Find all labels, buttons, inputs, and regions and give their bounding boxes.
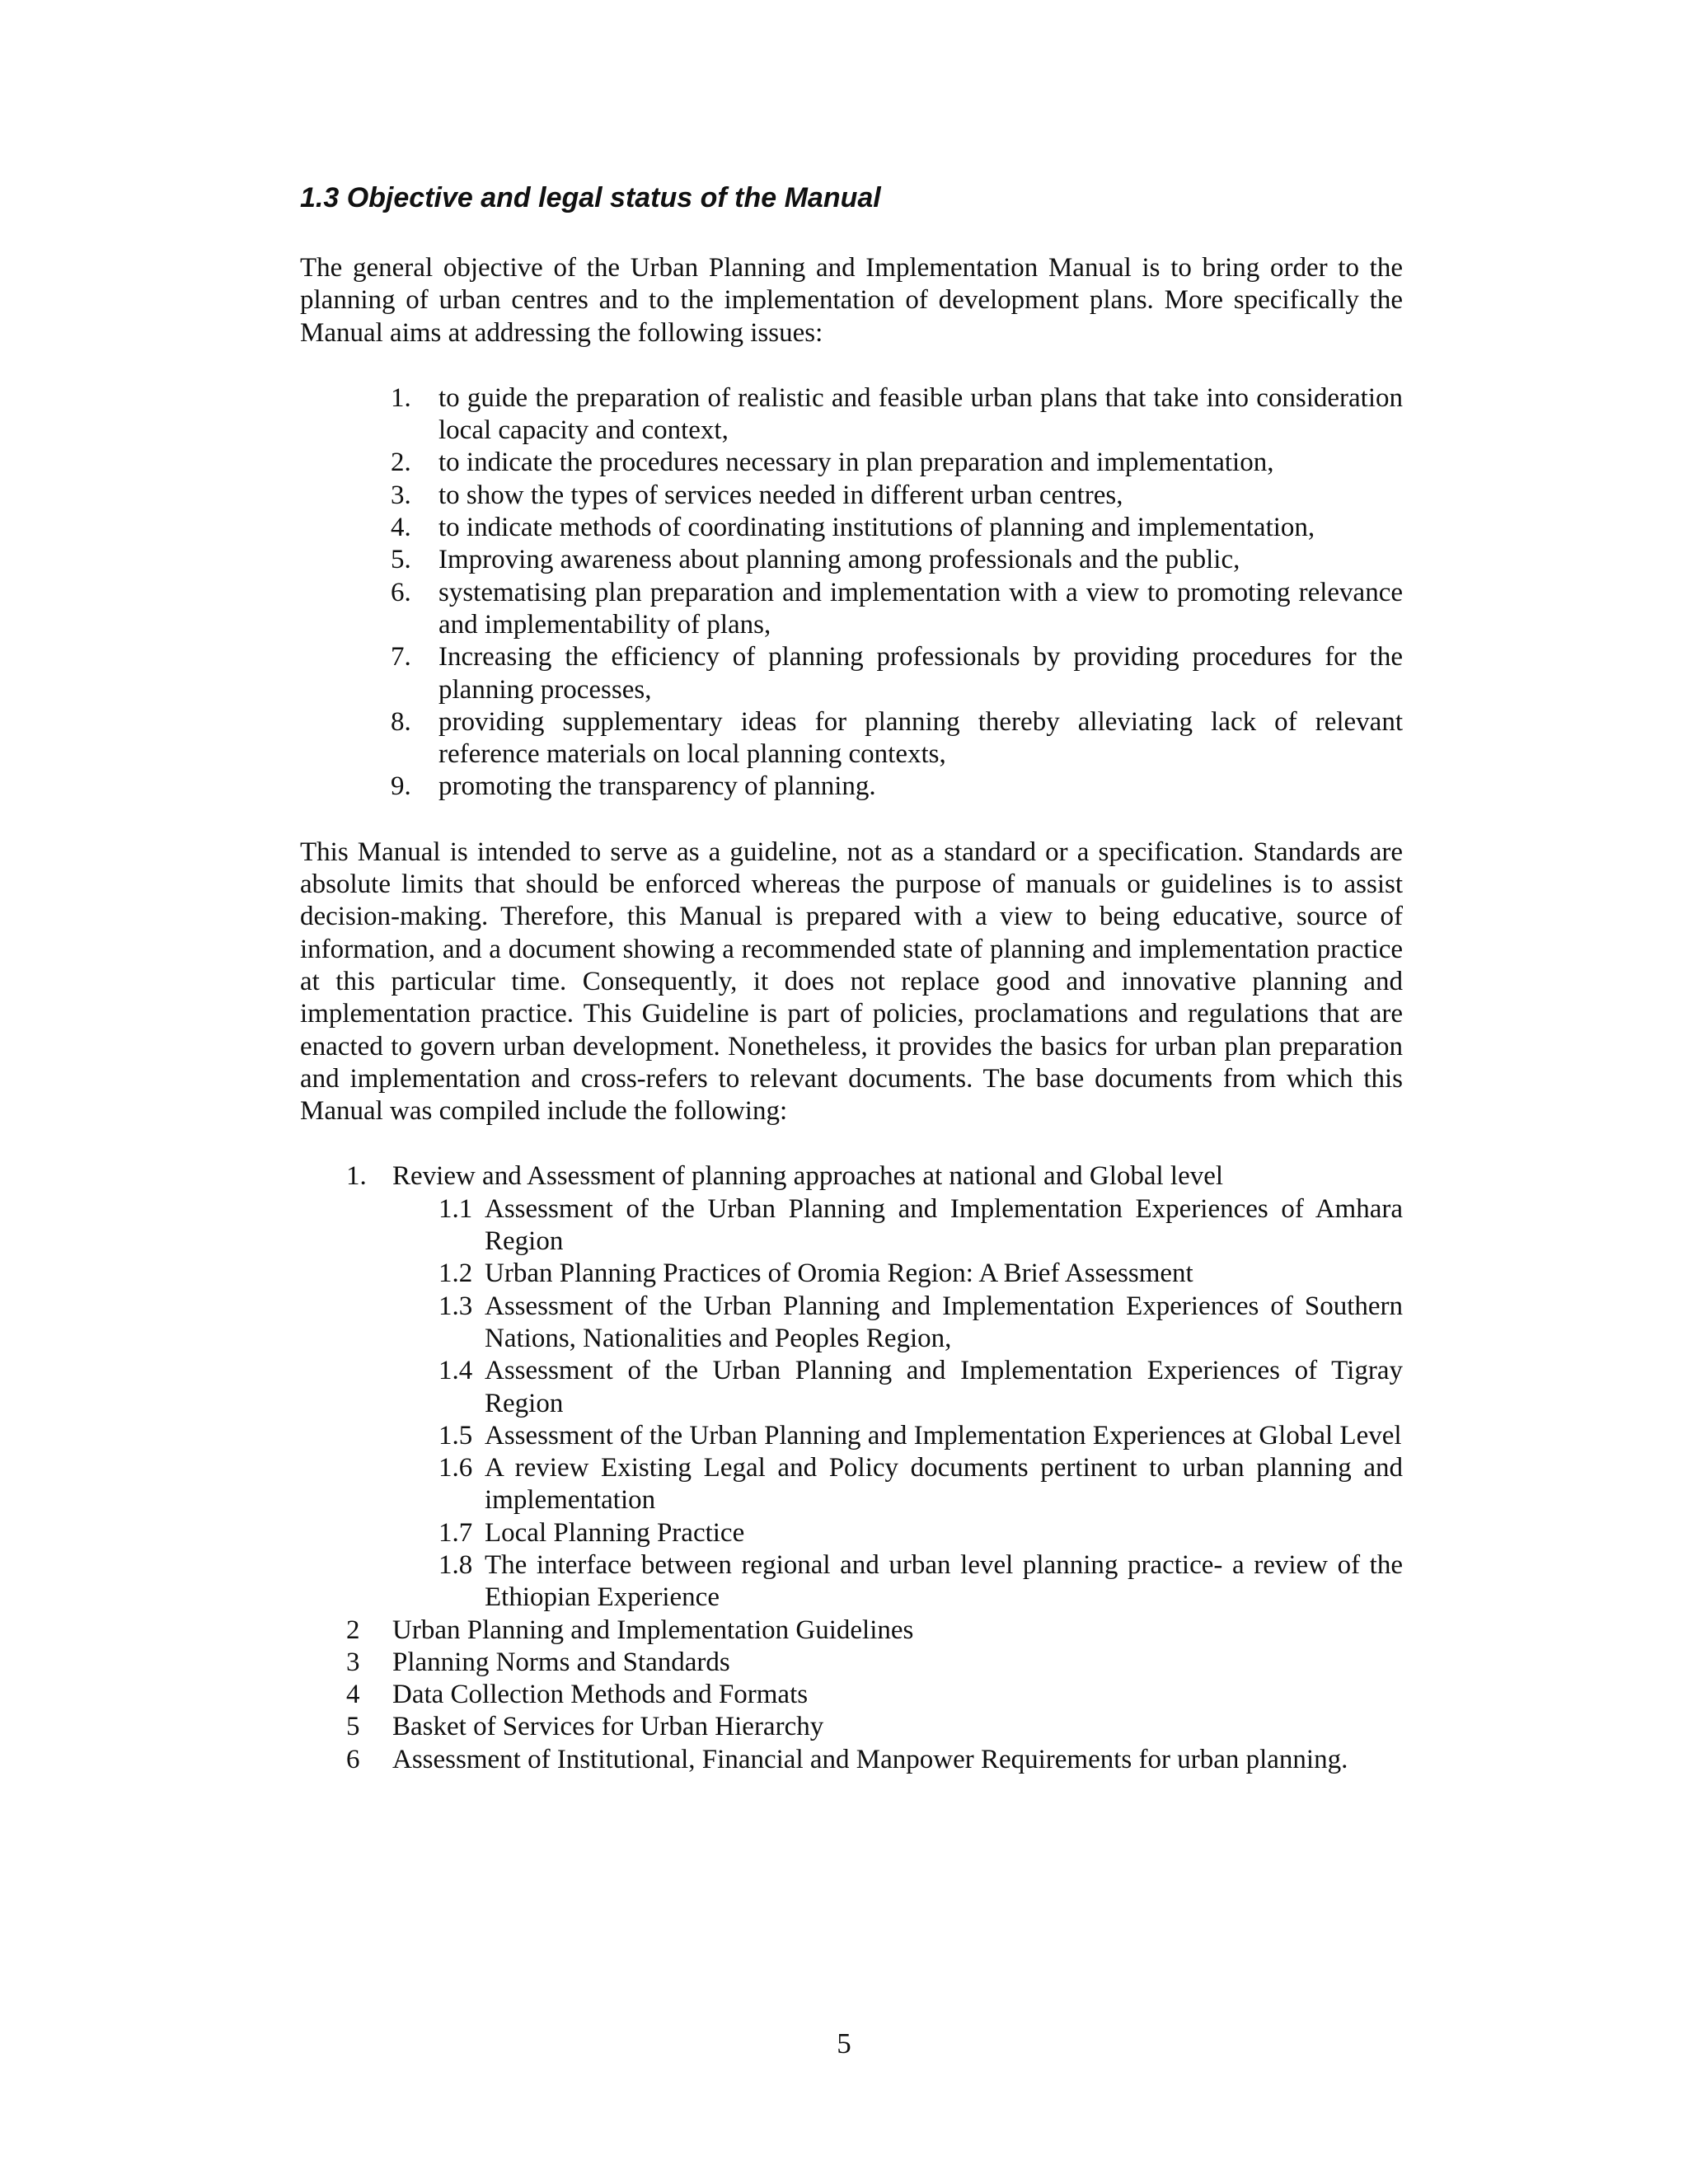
intro-paragraph: The general objective of the Urban Planning and Implementation Manual is to bring order to the planning of urban centres and to the implementation of development plans. More specifically the Manual aims at addressing the following issues: <box>300 253 1403 348</box>
sub-list-item-text: Assessment of the Urban Planning and Implementation Experiences of Southern Nations, Nationalities and Peoples Region, <box>485 1291 1403 1353</box>
list-item <box>300 1744 1403 1776</box>
section-heading: 1.3 Objective and legal status of the Manual <box>300 182 881 213</box>
sub-list-item-text: Assessment of the Urban Planning and Implementation Experiences of Amhara Region <box>485 1193 1403 1257</box>
list-item-text: Improving awareness about planning among professionals and the public, <box>438 545 1240 575</box>
list-item-text: to guide the preparation of realistic and feasible urban plans that take into consideration local capacity and context, <box>438 382 1403 446</box>
sub-list <box>392 1193 1403 1615</box>
list-item <box>300 1160 1403 1614</box>
sub-list-item-text: Urban Planning Practices of Oromia Region: A Brief Assessment <box>485 1258 1193 1289</box>
list-item-number: 5 <box>346 1712 360 1742</box>
page-number: 5 <box>837 2027 851 2060</box>
sub-list-item <box>438 1517 1403 1549</box>
sub-list-item <box>438 1355 1403 1420</box>
list-item-number: 7. <box>391 642 411 673</box>
list-item-text: promoting the transparency of planning. <box>438 771 876 802</box>
sub-list-item-text: Assessment of the Urban Planning and Implementation Experiences of Tigray Region <box>485 1356 1403 1418</box>
list-item <box>300 641 1403 706</box>
list-item <box>300 1711 1403 1743</box>
list-item <box>300 1647 1403 1679</box>
sub-list-item-text: The interface between regional and urban level planning practice- a review of the Ethiopian Experience <box>485 1549 1403 1613</box>
sub-list-item-text: Assessment of the Urban Planning and Implementation Experiences at Global Level <box>485 1420 1402 1451</box>
sub-list-item-number: 1.2 <box>438 1258 473 1289</box>
list-item-text: Data Collection Methods and Formats <box>392 1680 809 1710</box>
base-documents-list <box>300 1160 1403 1776</box>
sub-list-item-number: 1.7 <box>438 1517 473 1548</box>
list-item-text: systematising plan preparation and implementation with a view to promoting relevance and implementability of plans, <box>438 577 1403 640</box>
list-item <box>300 512 1403 544</box>
list-item <box>300 447 1403 479</box>
sub-list-item-number: 1.6 <box>438 1453 473 1483</box>
list-item-number: 4. <box>391 513 411 543</box>
guideline-paragraph: This Manual is intended to serve as a guideline, not as a standard or a specification. Standards are absolute limits that should be enforced whereas the purpose of manuals or guidelines is to assist decision-making. Therefore, this Manual is prepared with a view to being educative, source of information, and a document showing a recommended state of planning and implementation practice at this particular time. Consequently, it does not replace good and innovative planning and implementation practice. This Guideline is part of policies, proclamations and regulations that are enacted to govern urban development. Nonetheless, it provides the basics for urban plan preparation and implementation and cross-refers to relevant documents. The base documents from which this Manual was compiled include the following: <box>300 837 1403 1127</box>
list-item-text: Basket of Services for Urban Hierarchy <box>392 1712 824 1742</box>
list-item-number: 2 <box>346 1615 360 1645</box>
sub-list-item-text: A review Existing Legal and Policy documents pertinent to urban planning and implementation <box>485 1453 1403 1516</box>
sub-list-item <box>438 1549 1403 1615</box>
list-item-text: Urban Planning and Implementation Guidelines <box>392 1615 914 1645</box>
sub-list-item-number: 1.3 <box>438 1291 473 1321</box>
sub-list-item <box>438 1258 1403 1290</box>
sub-list-item-number: 1.4 <box>438 1356 473 1386</box>
document-page <box>300 181 1403 1776</box>
list-item-number: 5. <box>391 545 411 575</box>
list-item-number: 4 <box>346 1680 360 1710</box>
objectives-list <box>300 382 1403 804</box>
list-item-text: Increasing the efficiency of planning professionals by providing procedures for the planning processes, <box>438 642 1403 705</box>
list-item-number: 2. <box>391 448 411 478</box>
list-item <box>300 706 1403 771</box>
list-item <box>300 771 1403 803</box>
list-item-text: Planning Norms and Standards <box>392 1647 730 1677</box>
list-item <box>300 480 1403 512</box>
list-item-number: 3. <box>391 480 411 510</box>
list-item-number: 1. <box>346 1161 367 1192</box>
list-item-number: 6 <box>346 1744 360 1774</box>
sub-list-item <box>438 1420 1403 1452</box>
sub-list-item <box>438 1291 1403 1356</box>
sub-list-item-number: 1.8 <box>438 1549 473 1580</box>
list-item-text: to indicate the procedures necessary in plan preparation and implementation, <box>438 448 1274 478</box>
sub-list-item-number: 1.5 <box>438 1420 473 1451</box>
sub-list-item <box>438 1452 1403 1517</box>
sub-list-item-text: Local Planning Practice <box>485 1517 745 1548</box>
list-item-number: 6. <box>391 577 411 607</box>
list-item-text: Assessment of Institutional, Financial and Manpower Requirements for urban planning. <box>392 1744 1348 1774</box>
list-item <box>300 544 1403 576</box>
list-item-number: 9. <box>391 771 411 802</box>
list-item-text: to indicate methods of coordinating institutions of planning and implementation, <box>438 513 1315 543</box>
sub-list-item <box>438 1193 1403 1258</box>
sub-list-item-number: 1.1 <box>438 1193 473 1224</box>
list-item-text: Review and Assessment of planning approaches at national and Global level <box>392 1161 1224 1192</box>
list-item-number: 1. <box>391 382 411 413</box>
list-item <box>300 382 1403 448</box>
list-item <box>300 1679 1403 1711</box>
list-item-text: providing supplementary ideas for planning thereby alleviating lack of relevant reference materials on local planning contexts, <box>438 706 1403 770</box>
list-item <box>300 577 1403 642</box>
list-item-text: to show the types of services needed in different urban centres, <box>438 480 1123 510</box>
list-item <box>300 1615 1403 1647</box>
list-item-number: 3 <box>346 1647 360 1677</box>
list-item-number: 8. <box>391 706 411 737</box>
